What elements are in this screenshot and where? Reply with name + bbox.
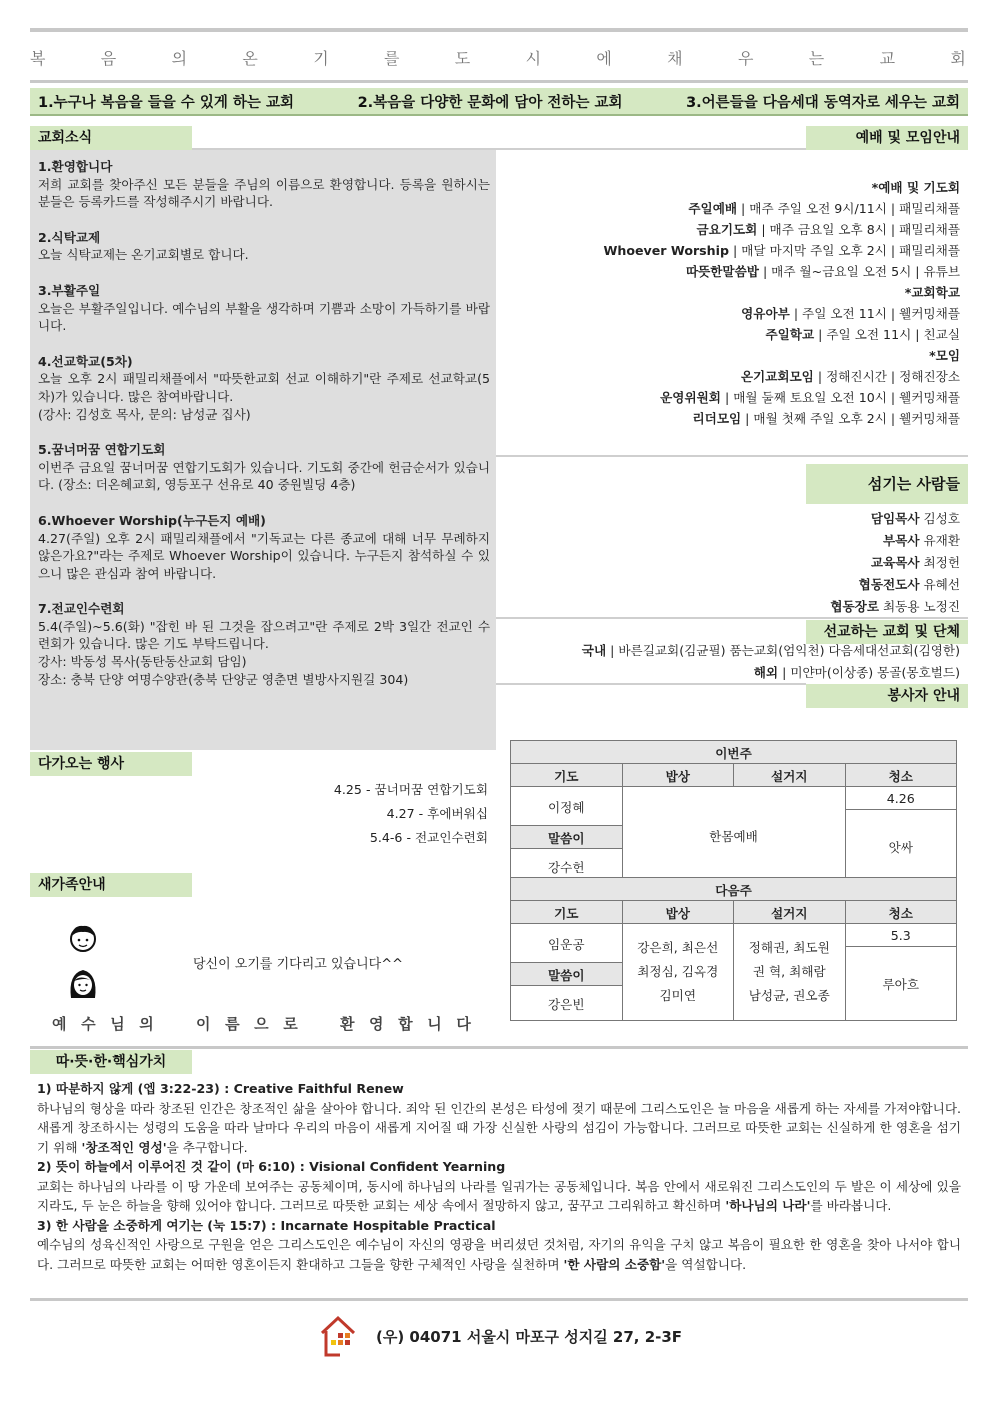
worship-name: 금요기도회 bbox=[696, 222, 758, 237]
value-2: 2.복음을 다양한 문화에 담아 전하는 교회 bbox=[357, 94, 623, 111]
missions-header: 선교하는 교회 및 단체 bbox=[806, 620, 968, 644]
server-role: 부목사 bbox=[883, 533, 920, 548]
clean-date-cell: 5.3 bbox=[845, 924, 957, 947]
mission-row bbox=[520, 662, 960, 684]
news-item bbox=[38, 282, 490, 335]
worship-category: *교회학교 bbox=[904, 285, 960, 300]
worship-info: | 매월 둘째 토요일 오전 10시 | 웰커밍채플 bbox=[720, 390, 960, 405]
motto-letter: 기 bbox=[313, 49, 331, 68]
server-role: 교육목사 bbox=[870, 555, 920, 570]
news-list bbox=[38, 158, 490, 706]
top-rule bbox=[30, 28, 968, 32]
col-prayer: 기도 bbox=[511, 764, 623, 787]
server-row bbox=[660, 530, 960, 552]
server-name: 김성호 bbox=[919, 511, 960, 526]
core-emphasis: '한 사람의 소중함' bbox=[563, 1256, 666, 1272]
worship-row bbox=[520, 366, 960, 387]
value-3: 3.어른들을 다음세대 동역자로 세우는 교회 bbox=[686, 94, 960, 111]
news-body: 4.27(주일) 오후 2시 패밀리채플에서 "기독교는 다른 종교에 대해 너무 무례하지 않은가요?"라는 주제로 Whoever Worship이 있습니다. 누구든지 참석하실 수 있으니 많은 관심과 참여 바랍니다. bbox=[38, 530, 490, 581]
motto-letter: 는 bbox=[808, 49, 827, 68]
motto-letter: 복 bbox=[30, 49, 48, 68]
news-body: 오늘 식탁교제는 온기교회별로 합니다. bbox=[38, 247, 249, 263]
worship-row bbox=[520, 177, 960, 198]
news-body: 오늘은 부활주일입니다. 예수님의 부활을 생각하며 기쁨과 소망이 가득하기를 바랍니다. bbox=[38, 300, 490, 334]
prayer-cell: 이정혜 bbox=[511, 787, 623, 826]
worship-rule bbox=[496, 455, 968, 457]
col-dishes: 설거지 bbox=[734, 901, 846, 924]
core-title: 2) 뜻이 하늘에서 이루어진 것 같이 (마 6:10) : Visional Confident Yearning bbox=[37, 1159, 506, 1174]
worship-name: 운영위원회 bbox=[660, 390, 721, 405]
news-body: 5.4(주일)~5.6(화) "잡힌 바 된 그것을 잡으려고"란 주제로 2박 3일간 전교인 수련회가 있습니다. 많은 기도 부탁드립니다. 강사: 박동성 목사(동탄동산교회 담임) 장소: 충북 단양 여명수양관(충북 단양군 영춘면 별방사지원길 304) bbox=[38, 618, 490, 687]
worship-row bbox=[520, 261, 960, 282]
worship-category: *모임 bbox=[929, 348, 960, 363]
core-body bbox=[37, 1235, 961, 1274]
meal-line: 강은희, 최은선 bbox=[637, 940, 719, 955]
worship-info: | 매달 마지막 주일 오후 2시 | 패밀리채플 bbox=[728, 243, 960, 258]
server-role: 협동전도사 bbox=[858, 577, 920, 592]
core-values-bar bbox=[30, 88, 968, 116]
worship-row bbox=[520, 324, 960, 345]
mission-list: | 미얀마(이상종) 몽골(몽호벌드) bbox=[778, 665, 960, 680]
welcome-letter: 으 bbox=[254, 1015, 270, 1033]
worship-info: | 주일 오전 11시 | 친교실 bbox=[814, 327, 960, 342]
server-role: 협동장로 bbox=[830, 599, 879, 614]
clean-cell: 앗싸 bbox=[845, 810, 957, 884]
core-emphasis: '하나님의 나라' bbox=[725, 1198, 811, 1213]
church-logo-icon bbox=[318, 1313, 358, 1359]
news-item bbox=[38, 600, 490, 688]
welcome-letter: 예 bbox=[52, 1015, 68, 1033]
worship-row bbox=[520, 345, 960, 366]
server-row bbox=[660, 596, 960, 618]
worship-row bbox=[520, 219, 960, 240]
worship-header: 예배 및 모임안내 bbox=[806, 126, 968, 150]
worship-name: 영유아부 bbox=[741, 306, 790, 321]
welcome-letter bbox=[312, 1013, 326, 1034]
newfamily-message: 당신이 오기를 기다리고 있습니다^^ bbox=[193, 957, 403, 972]
server-name: 최정헌 bbox=[919, 555, 960, 570]
worship-info: | 주일 오전 11시 | 웰커밍채플 bbox=[789, 306, 960, 321]
core-body bbox=[37, 1177, 961, 1216]
welcome-letter: 수 bbox=[81, 1015, 97, 1033]
welcome-letter: 환 bbox=[339, 1015, 356, 1033]
news-item bbox=[38, 512, 490, 582]
col-meal: 밥상 bbox=[622, 764, 734, 787]
core-title: 3) 한 사람을 소중하게 여기는 (눅 15:7) : Incarnate Hospitable Practical bbox=[37, 1217, 496, 1233]
worship-name: 리더모임 bbox=[692, 411, 742, 426]
welcome-letter: 니 bbox=[427, 1015, 443, 1033]
motto-letter: 회 bbox=[950, 49, 968, 68]
core-body-text: 하나님의 형상을 따라 창조된 인간은 창조적인 삶을 살아야 합니다. 죄악 된 인간의 본성은 타성에 젖기 때문에 그리스도인은 늘 마음을 새롭게 하는 자세를 가져야합니다. 새롭게 창조하시는 성령의 도움을 따라 날마다 우리의 마음이 새롭게 지어질 때 가장 신실한 사랑의 섬김이 가능합니다. 그러므로 따뜻한 교회는 신실하게 한 영혼을 섬기기 위해 bbox=[37, 1100, 961, 1155]
missions-list bbox=[520, 640, 960, 684]
col-cleaning: 청소 bbox=[845, 764, 957, 787]
core-body-tail: 를 바라봅니다. bbox=[810, 1198, 892, 1213]
boy-icon bbox=[68, 922, 98, 954]
event-item: 4.25 - 꿈너머꿈 연합기도회 bbox=[333, 782, 488, 797]
welcome-letter: 다 bbox=[456, 1015, 472, 1033]
core-emphasis: '창조적인 영성' bbox=[81, 1139, 167, 1155]
motto-letter: 시 bbox=[525, 49, 544, 68]
col-cleaning: 청소 bbox=[845, 901, 957, 924]
worship-row bbox=[520, 303, 960, 324]
server-name: 유혜선 bbox=[919, 577, 960, 592]
news-body: 오늘 오후 2시 패밀리채플에서 "따뜻한교회 선교 이해하기"란 주제로 선교학교(5차)가 있습니다. 많은 참여바랍니다. (강사: 김성호 목사, 문의: 남성균 집사) bbox=[38, 371, 490, 422]
server-role: 담임목사 bbox=[870, 511, 920, 526]
prayer-cell: 임운공 bbox=[511, 924, 623, 963]
worship-row bbox=[520, 240, 960, 261]
worship-row bbox=[520, 282, 960, 303]
volunteer-table-next-week bbox=[510, 877, 957, 1021]
col-dishes: 설거지 bbox=[734, 764, 846, 787]
welcome-phrase bbox=[52, 1013, 472, 1034]
clean-date-cell: 4.26 bbox=[845, 787, 957, 810]
server-row bbox=[660, 574, 960, 596]
servers-header: 섬기는 사람들 bbox=[806, 464, 968, 504]
motto-letter: 도 bbox=[454, 49, 473, 68]
newfamily-header: 새가족안내 bbox=[30, 873, 192, 897]
core-body bbox=[37, 1099, 961, 1158]
server-name: 유재환 bbox=[919, 533, 960, 548]
news-title: 5.꿈너머꿈 연합기도회 bbox=[38, 442, 166, 458]
meal-line: 김미연 bbox=[659, 988, 696, 1003]
welcome-letter: 이 bbox=[195, 1015, 212, 1033]
news-title: 4.선교학교(5차) bbox=[38, 353, 133, 369]
servers-list bbox=[660, 508, 960, 618]
worship-list bbox=[520, 177, 960, 429]
server-row bbox=[660, 508, 960, 530]
core-top-rule bbox=[30, 1046, 968, 1049]
worship-name: 주일예배 bbox=[688, 201, 738, 216]
worship-info: | 매월 첫째 주일 오후 2시 | 웰커밍채플 bbox=[741, 411, 960, 426]
core-body-text: 예수님의 성육신적인 사랑으로 구원을 얻은 그리스도인은 예수님이 자신의 영광을 버리셨던 것처럼, 자기의 유익을 구치 않고 복음이 필요한 한 영혼을 찾아 나서야 합니다. 그러므로 따뜻한 교회는 어떠한 영혼이든지 환대하고 그들을 향한 구체적인 사랑을 실천하며 bbox=[37, 1237, 962, 1272]
server-name: 최동용 노정진 bbox=[879, 599, 960, 614]
news-item bbox=[38, 158, 490, 211]
core-body-tail: 을 역설합니다. bbox=[665, 1256, 747, 1272]
core-bottom-rule bbox=[30, 1298, 968, 1301]
motto-letter: 의 bbox=[171, 49, 190, 68]
news-body: 저희 교회를 찾아주신 모든 분들을 주님의 이름으로 환영합니다. 등록을 원하시는 분들은 등록카드를 작성해주시기 바랍니다. bbox=[38, 176, 490, 210]
worship-category: *예배 및 기도회 bbox=[871, 180, 960, 195]
clean-cell: 루아흐 bbox=[845, 947, 957, 1021]
mission-region: 해외 bbox=[753, 665, 779, 680]
welcome-letter: 영 bbox=[369, 1015, 385, 1033]
news-item bbox=[38, 229, 490, 264]
worship-name: 온기교회모임 bbox=[740, 369, 814, 384]
core-title: 1) 따분하지 않게 (엡 3:22-23) : Creative Faithful Renew bbox=[37, 1081, 404, 1096]
worship-name: Whoever Worship bbox=[603, 243, 729, 258]
church-motto bbox=[30, 46, 968, 74]
core-values-text bbox=[37, 1079, 961, 1274]
event-item: 4.27 - 후에버워십 bbox=[386, 806, 488, 821]
motto-letter: 에 bbox=[596, 49, 614, 68]
col-prayer: 기도 bbox=[511, 901, 623, 924]
motto-letter: 를 bbox=[383, 49, 402, 68]
welcome-letter: 의 bbox=[139, 1015, 155, 1033]
events-header: 다가오는 행사 bbox=[30, 752, 192, 776]
girl-icon bbox=[68, 966, 98, 1002]
core-body-text: 교회는 하나님의 나라를 이 땅 가운데 보여주는 공동체이며, 동시에 하나님의 나라를 일궈가는 공동체입니다. 복음 안에서 새로워진 그리스도인의 두 발은 이 세상에 있을 지라도, 두 눈은 하늘을 향해 있어야 합니다. 그러므로 따뜻한 교회는 세상 속에서 절망하지 않고, 꿈꾸고 그리워하고 확신하며 bbox=[37, 1178, 961, 1213]
worship-info: | 매주 금요일 오후 8시 | 패밀리채플 bbox=[757, 222, 960, 237]
dish-line: 권 혁, 최해람 bbox=[752, 964, 826, 979]
worship-name: 주일학교 bbox=[765, 327, 815, 342]
welcome-letter: 로 bbox=[283, 1015, 299, 1033]
next-week-label: 다음주 bbox=[511, 878, 957, 901]
servers-rule bbox=[496, 617, 968, 619]
welcome-letter: 름 bbox=[225, 1015, 241, 1033]
welcome-letter bbox=[168, 1013, 182, 1034]
volunteer-table-this-week bbox=[510, 740, 957, 884]
welcome-letter: 님 bbox=[110, 1015, 126, 1033]
this-week-label: 이번주 bbox=[511, 741, 957, 764]
sermon-label: 말씀이 bbox=[511, 963, 623, 986]
mission-row bbox=[520, 640, 960, 662]
motto-letter: 우 bbox=[737, 49, 756, 68]
worship-info: | 매주 주일 오전 9시/11시 | 패밀리채플 bbox=[737, 201, 960, 216]
worship-row bbox=[520, 387, 960, 408]
mission-region: 국내 bbox=[581, 643, 607, 658]
meal-cell: 한몸예배 bbox=[622, 787, 845, 884]
motto-rule bbox=[30, 80, 968, 83]
worship-info: | 정해진시간 | 정해진장소 bbox=[813, 369, 960, 384]
col-meal: 밥상 bbox=[622, 901, 734, 924]
motto-letter: 온 bbox=[242, 49, 260, 68]
news-title: 2.식탁교제 bbox=[38, 229, 101, 245]
volunteers-header: 봉사자 안내 bbox=[806, 684, 968, 708]
motto-letter: 음 bbox=[100, 49, 119, 68]
sermon-label: 말씀이 bbox=[511, 826, 623, 849]
core-header: 따·뜻·한·핵심가치 bbox=[30, 1050, 192, 1074]
events-list bbox=[334, 778, 488, 850]
motto-letter: 채 bbox=[667, 49, 685, 68]
news-body: 이번주 금요일 꿈너머꿈 연합기도회가 있습니다. 기도회 중간에 헌금순서가 있습니다. (장소: 더온혜교회, 영등포구 선유로 40 중원빌딩 4층) bbox=[38, 459, 490, 493]
meal-cell bbox=[622, 924, 734, 1021]
church-address: (우) 04071 서울시 마포구 성지길 27, 2-3F bbox=[376, 1328, 683, 1346]
worship-row bbox=[520, 408, 960, 429]
sermon-cell: 강수헌 bbox=[511, 849, 623, 884]
dish-line: 정해권, 최도원 bbox=[748, 940, 830, 955]
event-item: 5.4-6 - 전교인수련회 bbox=[369, 830, 488, 845]
dish-line: 남성균, 권오종 bbox=[748, 988, 830, 1003]
dishes-cell bbox=[734, 924, 846, 1021]
news-header: 교회소식 bbox=[30, 126, 192, 150]
welcome-letter: 합 bbox=[398, 1015, 414, 1033]
news-title: 3.부활주일 bbox=[38, 282, 101, 298]
worship-row bbox=[520, 198, 960, 219]
core-body-tail: 을 추구합니다. bbox=[166, 1139, 248, 1155]
news-title: 7.전교인수련회 bbox=[38, 601, 125, 617]
news-title: 1.환영합니다 bbox=[38, 159, 113, 174]
meal-line: 최정심, 김옥경 bbox=[637, 964, 719, 979]
worship-name: 따뜻한말씀밥 bbox=[685, 264, 759, 279]
news-item bbox=[38, 441, 490, 494]
mission-list: | 바른길교회(김균필) 품는교회(엄익천) 다음세대선교회(김영한) bbox=[606, 643, 960, 658]
missions-rule bbox=[496, 683, 806, 685]
news-item bbox=[38, 353, 490, 423]
server-row bbox=[660, 552, 960, 574]
news-title: 6.Whoever Worship(누구든지 예배) bbox=[38, 512, 266, 528]
value-1: 1.누구나 복음을 들을 수 있게 하는 교회 bbox=[38, 94, 294, 111]
motto-letter: 교 bbox=[879, 49, 898, 68]
worship-info: | 매주 월~금요일 오전 5시 | 유튜브 bbox=[758, 264, 960, 279]
sermon-cell: 강은빈 bbox=[511, 986, 623, 1021]
